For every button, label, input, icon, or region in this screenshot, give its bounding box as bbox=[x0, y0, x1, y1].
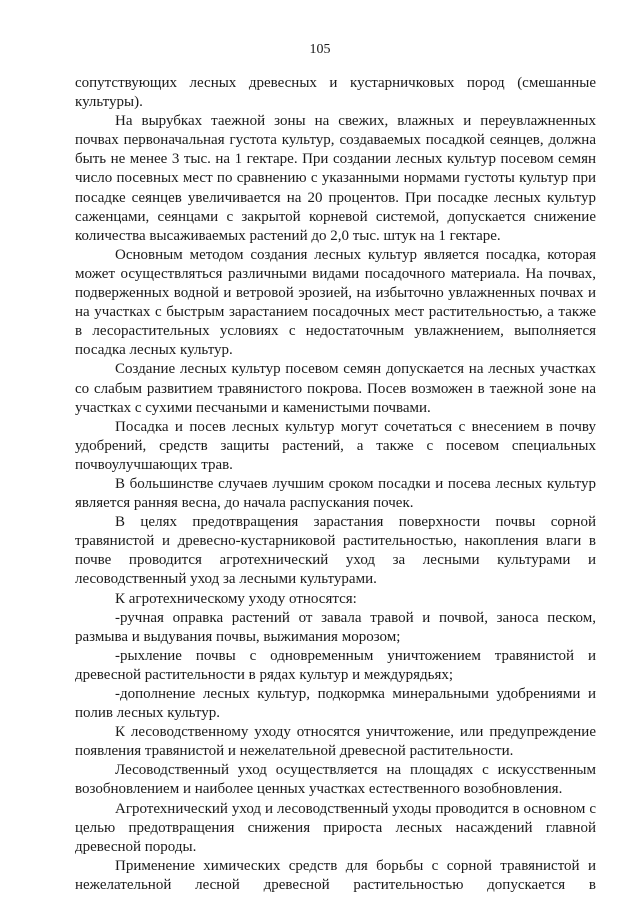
paragraph: К лесоводственному уходу относятся уничтожение, или предупреждение появления травянистой и нежелательной древесной растительности. bbox=[75, 724, 596, 760]
list-item: -ручная оправка растений от завала травой и почвой, заноса песком, размыва и выдувания почвы, выжимания морозом; bbox=[75, 609, 596, 645]
paragraph: Основным методом создания лесных культур является посадка, которая может осуществляться различными видами посадочного материала. На почвах, подверженных водной и ветровой эрозией, на избыточно увлажненных почвах и на участках с быстрым зарастанием посадочных мест растительностью, а также в лесорастительных условиях с недостаточным увлажнением, выполняется посадка лесных культур. bbox=[75, 246, 596, 359]
page-number: 105 bbox=[309, 42, 331, 57]
paragraph: К агротехническому уходу относятся: bbox=[115, 590, 357, 607]
paragraph: Посадка и посев лесных культур могут сочетаться с внесением в почву удобрений, средств защиты растений, а также с посевом специальных почвоулучшающих трав. bbox=[75, 418, 596, 473]
list-item: -дополнение лесных культур, подкормка минеральными удобрениями и полив лесных культур. bbox=[75, 686, 596, 722]
paragraph: В большинстве случаев лучшим сроком посадки и посева лесных культур является ранняя весна, до начала распускания почек. bbox=[75, 475, 596, 512]
list-item: -рыхление почвы с одновременным уничтожением травянистой и древесной растительности в рядах культур и междурядьях; bbox=[75, 647, 596, 683]
paragraph: Применение химических средств для борьбы с сорной травянистой и нежелательной лесной древесной растительностью допускается в bbox=[75, 857, 596, 893]
paragraph: Лесоводственный уход осуществляется на площадях с искусственным возобновлением и наиболее ценных участках естественного возобновления. bbox=[75, 762, 596, 798]
paragraph: Агротехнический уход и лесоводственный уходы проводится в основном с целью предотвращения снижения прироста лесных насаждений главной древесной породы. bbox=[75, 800, 596, 855]
paragraph: Создание лесных культур посевом семян допускается на лесных участках со слабым развитием травянистого покрова. Посев возможен в таежной зоне на участках с сухими песчаными и каменистыми почвами. bbox=[75, 361, 596, 416]
paragraph: На вырубках таежной зоны на свежих, влажных и переувлажненных почвах первоначальная густота культур, создаваемых посадкой сеянцев, должна быть не менее 3 тыс. на 1 гектаре. При создании лесных культур посевом семян число посевных мест по сравнению с указанными нормами густоты культур при посадке сеянцев увеличивается на 20 процентов. При посадке лесных культур саженцами, сеянцами с закрытой корневой системой, допускается снижение количества высаживаемых растений до 2,0 тыс. штук на 1 гектаре. bbox=[75, 113, 596, 244]
body-text bbox=[75, 74, 596, 895]
paragraph: сопутствующих лесных древесных и кустарничковых пород (смешанные культуры). bbox=[75, 75, 596, 111]
paragraph: В целях предотвращения зарастания поверхности почвы сорной травянистой и древесно-кустарниковой растительностью, накопления влаги в почве проводится агротехнический уход за лесными культурами и лесоводственный уход за лесными культурами. bbox=[75, 514, 596, 588]
